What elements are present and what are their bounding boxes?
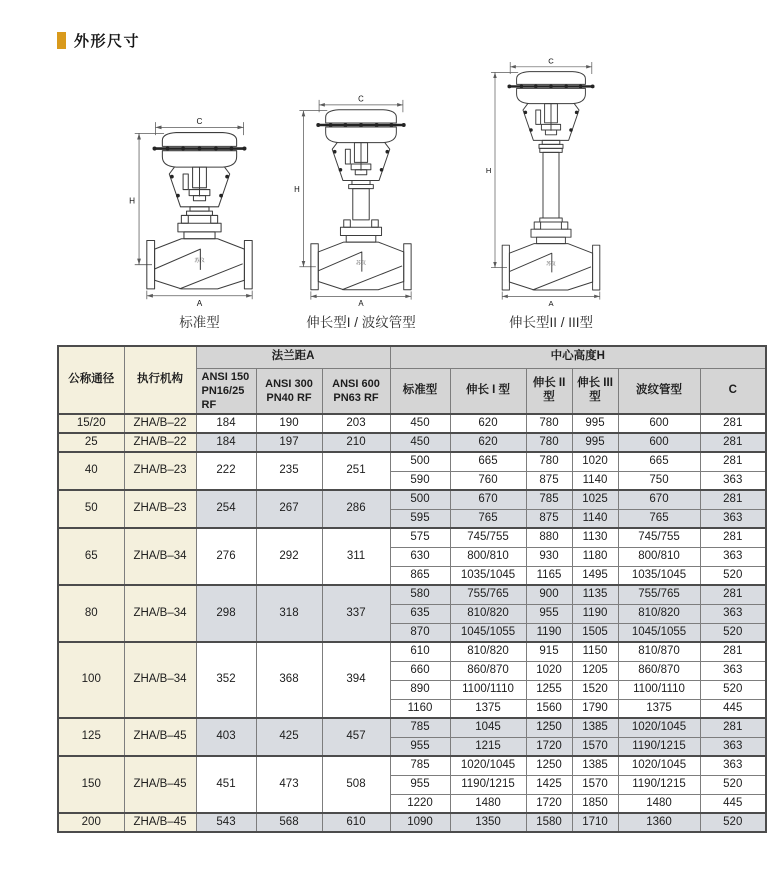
height-h-cell: 860/870 <box>618 661 700 680</box>
height-h-cell: 800/810 <box>618 547 700 566</box>
height-h-cell: 760 <box>450 471 526 490</box>
flange-a-cell: 276 <box>196 528 256 585</box>
flange-a-cell: 210 <box>322 433 390 452</box>
height-h-cell: 780 <box>526 433 572 452</box>
height-h-cell: 1035/1045 <box>618 566 700 585</box>
flange-a-cell: 197 <box>256 433 322 452</box>
height-h-cell: 915 <box>526 642 572 661</box>
table-row <box>58 756 766 775</box>
height-h-cell: 1165 <box>526 566 572 585</box>
height-h-cell: 590 <box>390 471 450 490</box>
dim-c-label: C <box>196 117 203 126</box>
dim-a-label: A <box>358 299 364 307</box>
height-h-cell: 900 <box>526 585 572 604</box>
body-mark: 苏仪 <box>356 261 366 267</box>
height-h-cell: 1720 <box>526 737 572 756</box>
valve-extended23-diagram <box>483 57 619 307</box>
body-mark: 苏仪 <box>194 258 205 265</box>
height-h-cell: 1100/1110 <box>618 680 700 699</box>
height-h-cell: 860/870 <box>450 661 526 680</box>
height-h-cell: 665 <box>450 452 526 471</box>
flange-a-cell: 337 <box>322 585 390 642</box>
height-h-cell: 875 <box>526 509 572 528</box>
height-h-cell: 780 <box>526 452 572 471</box>
height-h-cell: 1385 <box>572 756 618 775</box>
height-h-cell: 635 <box>390 604 450 623</box>
actuator-cell: ZHA/B–34 <box>124 642 196 718</box>
height-h-cell: 500 <box>390 490 450 509</box>
figure-extended-1 <box>291 95 431 331</box>
height-h-cell: 1020/1045 <box>618 756 700 775</box>
height-h-cell: 1570 <box>572 775 618 794</box>
height-h-cell: 1375 <box>618 699 700 718</box>
height-h-cell: 1150 <box>572 642 618 661</box>
height-h-cell: 1140 <box>572 471 618 490</box>
height-h-cell: 363 <box>700 604 766 623</box>
height-h-cell: 445 <box>700 699 766 718</box>
height-h-cell: 1090 <box>390 813 450 832</box>
diagram-caption-extended-1: 伸长型I / 波纹管型 <box>306 315 416 330</box>
height-h-cell: 1190/1215 <box>618 737 700 756</box>
flange-a-cell: 222 <box>196 452 256 490</box>
height-h-cell: 995 <box>572 433 618 452</box>
height-h-cell: 780 <box>526 414 572 433</box>
valve-standard-diagram <box>126 117 273 307</box>
height-h-cell: 1480 <box>618 794 700 813</box>
dim-a-label: A <box>548 299 554 307</box>
height-h-cell: 955 <box>390 775 450 794</box>
height-h-cell: 1720 <box>526 794 572 813</box>
height-h-cell: 1020 <box>526 661 572 680</box>
height-h-cell: 750 <box>618 471 700 490</box>
header-actuator: 执行机构 <box>124 346 196 414</box>
height-h-cell: 785 <box>390 718 450 737</box>
height-h-cell: 600 <box>618 433 700 452</box>
height-h-cell: 1375 <box>450 699 526 718</box>
height-h-cell: 1190/1215 <box>450 775 526 794</box>
table-row <box>58 414 766 433</box>
height-h-cell: 765 <box>618 509 700 528</box>
height-h-cell: 930 <box>526 547 572 566</box>
height-h-cell: 450 <box>390 414 450 433</box>
height-h-cell: 865 <box>390 566 450 585</box>
diameter-cell: 50 <box>58 490 124 528</box>
table-row <box>58 718 766 737</box>
flange-a-cell: 254 <box>196 490 256 528</box>
height-h-cell: 363 <box>700 509 766 528</box>
table-row <box>58 642 766 661</box>
title-accent-bar <box>57 32 66 49</box>
height-h-cell: 785 <box>526 490 572 509</box>
flange-a-cell: 457 <box>322 718 390 756</box>
height-h-cell: 1250 <box>526 718 572 737</box>
height-h-cell: 810/820 <box>450 642 526 661</box>
height-h-cell: 520 <box>700 813 766 832</box>
height-h-cell: 955 <box>526 604 572 623</box>
dim-a-label: A <box>196 299 203 307</box>
height-h-cell: 955 <box>390 737 450 756</box>
dimension-table-body <box>58 414 766 832</box>
height-h-cell: 1255 <box>526 680 572 699</box>
diagram-caption-standard: 标准型 <box>179 315 220 330</box>
figure-standard <box>126 117 273 331</box>
height-h-cell: 1790 <box>572 699 618 718</box>
height-h-cell: 1580 <box>526 813 572 832</box>
flange-a-cell: 352 <box>196 642 256 718</box>
height-h-cell: 1180 <box>572 547 618 566</box>
header-flange-group: 法兰距A <box>196 346 390 368</box>
height-h-cell: 875 <box>526 471 572 490</box>
diameter-cell: 100 <box>58 642 124 718</box>
height-h-cell: 670 <box>450 490 526 509</box>
dim-c-label: C <box>548 57 554 66</box>
height-h-cell: 745/755 <box>450 528 526 547</box>
valve-extended1-diagram <box>291 95 431 307</box>
page-title: 外形尺寸 <box>74 33 141 50</box>
height-h-cell: 1220 <box>390 794 450 813</box>
flange-a-cell: 298 <box>196 585 256 642</box>
diagram-caption-extended-2-3: 伸长型II / III型 <box>508 315 593 330</box>
table-row <box>58 528 766 547</box>
height-h-cell: 1035/1045 <box>450 566 526 585</box>
table-header <box>58 346 766 414</box>
flange-a-cell: 184 <box>196 414 256 433</box>
table-row <box>58 452 766 471</box>
header-height-group: 中心高度H <box>390 346 766 368</box>
height-h-cell: 281 <box>700 452 766 471</box>
flange-a-cell: 610 <box>322 813 390 832</box>
height-h-cell: 670 <box>618 490 700 509</box>
flange-a-cell: 368 <box>256 642 322 718</box>
body-mark: 苏仪 <box>546 262 556 268</box>
actuator-cell: ZHA/B–34 <box>124 528 196 585</box>
height-h-cell: 870 <box>390 623 450 642</box>
actuator-cell: ZHA/B–23 <box>124 490 196 528</box>
header-bellows: 波纹管型 <box>618 368 700 414</box>
height-h-cell: 363 <box>700 661 766 680</box>
diagram-area <box>0 55 771 331</box>
height-h-cell: 1480 <box>450 794 526 813</box>
flange-a-cell: 394 <box>322 642 390 718</box>
header-ansi-300: ANSI 300 PN40 RF <box>256 368 322 414</box>
height-h-cell: 1020 <box>572 452 618 471</box>
section-title-row <box>57 30 771 51</box>
height-h-cell: 281 <box>700 414 766 433</box>
figure-extended-2-3 <box>483 57 619 331</box>
height-h-cell: 1520 <box>572 680 618 699</box>
actuator-cell: ZHA/B–34 <box>124 585 196 642</box>
header-standard-type: 标准型 <box>390 368 450 414</box>
actuator-cell: ZHA/B–22 <box>124 414 196 433</box>
height-h-cell: 1190 <box>526 623 572 642</box>
flange-a-cell: 292 <box>256 528 322 585</box>
height-h-cell: 610 <box>390 642 450 661</box>
table-row <box>58 813 766 832</box>
height-h-cell: 1710 <box>572 813 618 832</box>
actuator-cell: ZHA/B–22 <box>124 433 196 452</box>
flange-a-cell: 190 <box>256 414 322 433</box>
height-h-cell: 890 <box>390 680 450 699</box>
table-header-row-1 <box>58 346 766 368</box>
height-h-cell: 281 <box>700 718 766 737</box>
actuator-cell: ZHA/B–23 <box>124 452 196 490</box>
height-h-cell: 800/810 <box>450 547 526 566</box>
height-h-cell: 1160 <box>390 699 450 718</box>
flange-a-cell: 184 <box>196 433 256 452</box>
dim-c-label: C <box>358 95 364 104</box>
diameter-cell: 15/20 <box>58 414 124 433</box>
height-h-cell: 500 <box>390 452 450 471</box>
flange-a-cell: 267 <box>256 490 322 528</box>
height-h-cell: 450 <box>390 433 450 452</box>
header-ansi-150: ANSI 150 PN16/25 RF <box>196 368 256 414</box>
header-ansi-600: ANSI 600 PN63 RF <box>322 368 390 414</box>
diameter-cell: 150 <box>58 756 124 813</box>
height-h-cell: 1025 <box>572 490 618 509</box>
height-h-cell: 363 <box>700 471 766 490</box>
height-h-cell: 1495 <box>572 566 618 585</box>
height-h-cell: 630 <box>390 547 450 566</box>
flange-a-cell: 508 <box>322 756 390 813</box>
header-diameter: 公称通径 <box>58 346 124 414</box>
flange-a-cell: 425 <box>256 718 322 756</box>
dim-h-label: H <box>485 166 492 176</box>
height-h-cell: 363 <box>700 547 766 566</box>
height-h-cell: 1140 <box>572 509 618 528</box>
height-h-cell: 620 <box>450 414 526 433</box>
height-h-cell: 1215 <box>450 737 526 756</box>
height-h-cell: 1190 <box>572 604 618 623</box>
table-row <box>58 433 766 452</box>
height-h-cell: 595 <box>390 509 450 528</box>
diameter-cell: 25 <box>58 433 124 452</box>
height-h-cell: 810/870 <box>618 642 700 661</box>
height-h-cell: 281 <box>700 642 766 661</box>
table-row <box>58 585 766 604</box>
flange-a-cell: 203 <box>322 414 390 433</box>
diameter-cell: 40 <box>58 452 124 490</box>
height-h-cell: 1190/1215 <box>618 775 700 794</box>
height-h-cell: 755/765 <box>450 585 526 604</box>
height-h-cell: 520 <box>700 623 766 642</box>
flange-a-cell: 473 <box>256 756 322 813</box>
height-h-cell: 1045/1055 <box>618 623 700 642</box>
height-h-cell: 1250 <box>526 756 572 775</box>
height-h-cell: 810/820 <box>618 604 700 623</box>
actuator-cell: ZHA/B–45 <box>124 718 196 756</box>
height-h-cell: 575 <box>390 528 450 547</box>
flange-a-cell: 251 <box>322 452 390 490</box>
height-h-cell: 755/765 <box>618 585 700 604</box>
height-h-cell: 281 <box>700 433 766 452</box>
height-h-cell: 1360 <box>618 813 700 832</box>
diameter-cell: 125 <box>58 718 124 756</box>
dimension-table <box>57 345 767 833</box>
height-h-cell: 580 <box>390 585 450 604</box>
height-h-cell: 1130 <box>572 528 618 547</box>
header-extended-3: 伸长 III 型 <box>572 368 618 414</box>
height-h-cell: 1570 <box>572 737 618 756</box>
flange-a-cell: 543 <box>196 813 256 832</box>
height-h-cell: 785 <box>390 756 450 775</box>
height-h-cell: 1560 <box>526 699 572 718</box>
height-h-cell: 765 <box>450 509 526 528</box>
flange-a-cell: 235 <box>256 452 322 490</box>
height-h-cell: 1385 <box>572 718 618 737</box>
height-h-cell: 1425 <box>526 775 572 794</box>
height-h-cell: 520 <box>700 566 766 585</box>
header-extended-2: 伸长 II 型 <box>526 368 572 414</box>
height-h-cell: 600 <box>618 414 700 433</box>
height-h-cell: 1100/1110 <box>450 680 526 699</box>
height-h-cell: 520 <box>700 680 766 699</box>
height-h-cell: 1020/1045 <box>618 718 700 737</box>
height-h-cell: 1350 <box>450 813 526 832</box>
height-h-cell: 363 <box>700 737 766 756</box>
height-h-cell: 1850 <box>572 794 618 813</box>
flange-a-cell: 568 <box>256 813 322 832</box>
height-h-cell: 1205 <box>572 661 618 680</box>
table-row <box>58 490 766 509</box>
height-h-cell: 281 <box>700 585 766 604</box>
diameter-cell: 65 <box>58 528 124 585</box>
height-h-cell: 1045/1055 <box>450 623 526 642</box>
actuator-cell: ZHA/B–45 <box>124 813 196 832</box>
height-h-cell: 1045 <box>450 718 526 737</box>
page-root <box>0 30 771 869</box>
height-h-cell: 660 <box>390 661 450 680</box>
diameter-cell: 80 <box>58 585 124 642</box>
height-h-cell: 620 <box>450 433 526 452</box>
height-h-cell: 363 <box>700 756 766 775</box>
height-h-cell: 445 <box>700 794 766 813</box>
flange-a-cell: 286 <box>322 490 390 528</box>
header-c: C <box>700 368 766 414</box>
actuator-cell: ZHA/B–45 <box>124 756 196 813</box>
height-h-cell: 281 <box>700 528 766 547</box>
flange-a-cell: 311 <box>322 528 390 585</box>
height-h-cell: 995 <box>572 414 618 433</box>
dim-h-label: H <box>129 196 136 206</box>
dim-h-label: H <box>294 184 300 194</box>
height-h-cell: 281 <box>700 490 766 509</box>
flange-a-cell: 403 <box>196 718 256 756</box>
height-h-cell: 1020/1045 <box>450 756 526 775</box>
height-h-cell: 745/755 <box>618 528 700 547</box>
height-h-cell: 665 <box>618 452 700 471</box>
flange-a-cell: 451 <box>196 756 256 813</box>
height-h-cell: 1135 <box>572 585 618 604</box>
diameter-cell: 200 <box>58 813 124 832</box>
flange-a-cell: 318 <box>256 585 322 642</box>
height-h-cell: 810/820 <box>450 604 526 623</box>
height-h-cell: 1505 <box>572 623 618 642</box>
height-h-cell: 520 <box>700 775 766 794</box>
header-extended-1: 伸长 I 型 <box>450 368 526 414</box>
height-h-cell: 880 <box>526 528 572 547</box>
